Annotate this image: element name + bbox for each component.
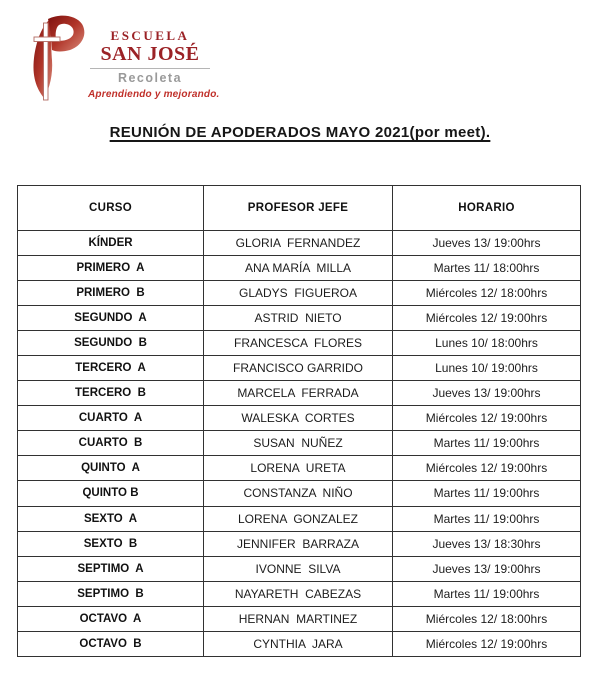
cell-profesor: ANA MARÍA MILLA [204,256,393,281]
table-row [18,256,581,281]
school-name-block [88,28,220,100]
cell-profesor: IVONNE SILVA [204,556,393,581]
cell-horario: Miércoles 12/ 19:00hrs [393,306,581,331]
header-row [18,186,581,231]
table-row [18,281,581,306]
logo-divider [90,68,210,69]
school-tagline: Aprendiendo y mejorando. [88,89,220,100]
cell-horario: Martes 11/ 19:00hrs [393,481,581,506]
cell-horario: Martes 11/ 19:00hrs [393,581,581,606]
header-curso: CURSO [18,186,204,231]
schedule-table-head [18,186,581,231]
cell-horario: Miércoles 12/ 19:00hrs [393,456,581,481]
cell-curso: PRIMERO A [18,256,204,281]
schedule-table-body [18,231,581,657]
cell-curso: TERCERO B [18,381,204,406]
cell-curso: QUINTO B [18,481,204,506]
cell-curso: SEXTO B [18,531,204,556]
cell-curso: SEPTIMO B [18,581,204,606]
cell-profesor: GLADYS FIGUEROA [204,281,393,306]
table-row [18,431,581,456]
page-title-text: REUNIÓN DE APODERADOS MAYO 2021(por meet). [109,124,491,141]
cell-curso: SEGUNDO B [18,331,204,356]
cell-curso: CUARTO B [18,431,204,456]
cell-profesor: LORENA GONZALEZ [204,506,393,531]
cell-curso: SEXTO A [18,506,204,531]
table-row [18,606,581,631]
cell-profesor: JENNIFER BARRAZA [204,531,393,556]
cell-curso: QUINTO A [18,456,204,481]
cell-horario: Miércoles 12/ 19:00hrs [393,631,581,656]
cell-curso: OCTAVO B [18,631,204,656]
cell-profesor: ASTRID NIETO [204,306,393,331]
schedule-table [17,185,581,657]
school-logo [26,12,226,104]
school-subname: Recoleta [117,71,183,85]
cell-profesor: NAYARETH CABEZAS [204,581,393,606]
table-row [18,331,581,356]
table-row [18,406,581,431]
cell-profesor: FRANCESCA FLORES [204,331,393,356]
table-row [18,506,581,531]
cell-profesor: WALESKA CORTES [204,406,393,431]
cell-horario: Jueves 13/ 19:00hrs [393,381,581,406]
cell-horario: Martes 11/ 19:00hrs [393,431,581,456]
cell-horario: Martes 11/ 19:00hrs [393,506,581,531]
cell-horario: Jueves 13/ 19:00hrs [393,556,581,581]
cell-curso: PRIMERO B [18,281,204,306]
cell-profesor: MARCELA FERRADA [204,381,393,406]
table-row [18,381,581,406]
table-row [18,581,581,606]
table-row [18,456,581,481]
cell-profesor: CONSTANZA NIÑO [204,481,393,506]
cell-horario: Jueves 13/ 19:00hrs [393,231,581,256]
page-title [0,124,600,141]
cell-horario: Miércoles 12/ 18:00hrs [393,606,581,631]
table-row [18,306,581,331]
table-row [18,631,581,656]
cell-horario: Lunes 10/ 18:00hrs [393,331,581,356]
table-row [18,356,581,381]
table-row [18,531,581,556]
cell-curso: OCTAVO A [18,606,204,631]
cell-curso: TERCERO A [18,356,204,381]
table-row [18,481,581,506]
cell-curso: SEGUNDO A [18,306,204,331]
table-row [18,556,581,581]
cell-horario: Miércoles 12/ 18:00hrs [393,281,581,306]
cell-horario: Jueves 13/ 18:30hrs [393,531,581,556]
cell-profesor: LORENA URETA [204,456,393,481]
cell-curso: KÍNDER [18,231,204,256]
cell-horario: Lunes 10/ 19:00hrs [393,356,581,381]
cell-horario: Miércoles 12/ 19:00hrs [393,406,581,431]
cell-curso: SEPTIMO A [18,556,204,581]
cell-profesor: HERNAN MARTINEZ [204,606,393,631]
header-horario: HORARIO [393,186,581,231]
school-name-line2: SAN JOSÉ [100,43,200,65]
cell-profesor: GLORIA FERNANDEZ [204,231,393,256]
cell-profesor: SUSAN NUÑEZ [204,431,393,456]
table-row [18,231,581,256]
school-name-line1: ESCUELA [110,28,190,43]
logo-p-cross-icon [28,14,86,102]
cell-curso: CUARTO A [18,406,204,431]
cell-profesor: FRANCISCO GARRIDO [204,356,393,381]
cell-horario: Martes 11/ 18:00hrs [393,256,581,281]
cell-profesor: CYNTHIA JARA [204,631,393,656]
header-profesor: PROFESOR JEFE [204,186,393,231]
